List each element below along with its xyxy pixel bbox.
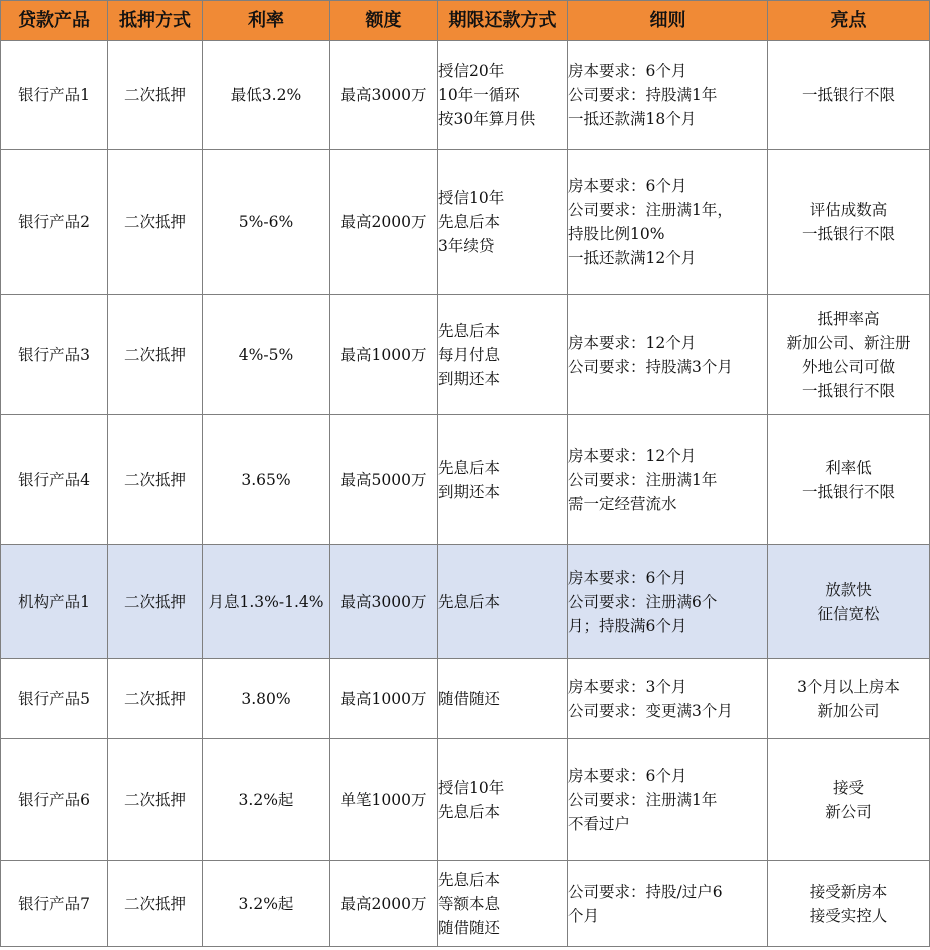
details-cell [568,415,768,545]
table-row [1,41,930,150]
table-row [1,295,930,415]
details-line: 持股比例10% [568,225,665,243]
highlight-line: 接受实控人 [809,906,888,925]
mortgage-cell: 二次抵押 [108,739,203,861]
product-cell: 银行产品4 [1,415,108,545]
details-cell [568,295,768,415]
term-line: 先息后本 [438,458,501,477]
term-line: 随借随还 [438,689,501,708]
highlight-line: 新公司 [825,802,872,821]
mortgage-cell: 二次抵押 [108,659,203,739]
product-cell: 银行产品2 [1,150,108,295]
table-row [1,861,930,947]
term-line: 到期还本 [438,369,501,388]
details-line: 房本要求：12个月 [568,446,697,465]
highlight-line: 征信宽松 [817,604,880,623]
table-row [1,150,930,295]
amount-cell: 最高1000万 [330,295,438,415]
term-line: 等额本息 [438,894,501,913]
details-line: 房本要求：6个月 [568,177,687,195]
highlights-cell [768,41,930,150]
details-cell [568,150,768,295]
details-line: 房本要求：3个月 [568,677,687,696]
product-cell: 银行产品6 [1,739,108,861]
header-product: 贷款产品 [1,1,108,41]
term-cell [438,295,568,415]
details-line: 公司要求：持股满1年 [568,86,718,104]
mortgage-cell: 二次抵押 [108,545,203,659]
mortgage-cell: 二次抵押 [108,295,203,415]
highlight-line: 外地公司可做 [801,357,895,376]
details-line: 一抵还款满12个月 [568,249,697,267]
details-line: 个月 [568,906,600,925]
term-line: 先息后本 [438,592,501,611]
amount-cell: 最高3000万 [330,41,438,150]
highlight-line: 利率低 [825,458,872,477]
header-details: 细则 [568,1,768,41]
details-line: 公司要求：注册满6个 [568,592,718,611]
term-cell [438,41,568,150]
table-row-highlighted [1,545,930,659]
term-cell [438,861,568,947]
highlight-line: 评估成数高 [809,201,888,219]
details-line: 月；持股满6个月 [568,616,687,635]
highlight-line: 一抵银行不限 [801,86,895,104]
details-line: 公司要求：注册满1年 [568,470,718,489]
highlights-cell [768,739,930,861]
highlights-cell [768,545,930,659]
details-line: 房本要求：6个月 [568,568,687,587]
highlights-cell [768,415,930,545]
details-line: 公司要求：持股满3个月 [568,357,733,376]
term-line: 授信20年 [438,62,505,80]
term-cell [438,659,568,739]
details-line: 公司要求：注册满1年 [568,790,718,809]
term-line: 3年续贷 [438,237,495,255]
header-highlights: 亮点 [768,1,930,41]
details-cell [568,659,768,739]
table-row [1,415,930,545]
details-line: 公司要求：变更满3个月 [568,701,733,720]
rate-cell: 5%-6% [203,150,330,295]
details-cell [568,861,768,947]
term-line: 授信10年 [438,189,505,207]
details-line: 不看过户 [568,814,631,833]
details-line: 房本要求：6个月 [568,766,687,785]
product-cell: 银行产品1 [1,41,108,150]
highlight-line: 一抵银行不限 [801,225,895,243]
highlight-line: 放款快 [825,580,872,599]
term-line: 先息后本 [438,321,501,340]
rate-cell: 最低3.2% [203,41,330,150]
rate-cell: 3.65% [203,415,330,545]
details-cell [568,739,768,861]
amount-cell: 最高5000万 [330,415,438,545]
highlight-line: 一抵银行不限 [801,482,895,501]
rate-cell: 月息1.3%-1.4% [203,545,330,659]
rate-cell: 3.80% [203,659,330,739]
highlights-cell [768,150,930,295]
highlights-cell [768,861,930,947]
mortgage-cell: 二次抵押 [108,41,203,150]
details-line: 房本要求：12个月 [568,333,697,352]
term-line: 到期还本 [438,482,501,501]
product-cell: 银行产品5 [1,659,108,739]
term-line: 先息后本 [438,802,501,821]
product-cell: 机构产品1 [1,545,108,659]
mortgage-cell: 二次抵押 [108,150,203,295]
header-row [1,1,930,41]
table-row [1,659,930,739]
amount-cell: 单笔1000万 [330,739,438,861]
amount-cell: 最高1000万 [330,659,438,739]
highlight-line: 新加公司 [817,701,880,720]
highlight-line: 3个月以上房本 [797,677,900,696]
highlight-line: 接受新房本 [809,882,888,901]
rate-cell: 3.2%起 [203,861,330,947]
mortgage-cell: 二次抵押 [108,415,203,545]
header-amount: 额度 [330,1,438,41]
highlights-cell [768,295,930,415]
header-term: 期限还款方式 [438,1,568,41]
amount-cell: 最高3000万 [330,545,438,659]
details-line: 房本要求：6个月 [568,62,687,80]
details-line: 公司要求：注册满1年， [568,201,733,219]
term-line: 按30年算月供 [438,110,536,128]
header-mortgage: 抵押方式 [108,1,203,41]
term-cell [438,150,568,295]
amount-cell: 最高2000万 [330,861,438,947]
product-cell: 银行产品3 [1,295,108,415]
highlight-line: 新加公司、新注册 [786,333,911,352]
mortgage-cell: 二次抵押 [108,861,203,947]
highlights-cell [768,659,930,739]
term-line: 授信10年 [438,778,505,797]
term-line: 随借随还 [438,918,501,937]
details-line: 公司要求：持股/过户6 [568,882,723,901]
term-line: 先息后本 [438,213,501,231]
header-rate: 利率 [203,1,330,41]
product-cell: 银行产品7 [1,861,108,947]
details-line: 需一定经营流水 [568,494,677,513]
term-cell [438,739,568,861]
term-line: 先息后本 [438,870,501,889]
highlight-line: 一抵银行不限 [801,381,895,400]
rate-cell: 4%-5% [203,295,330,415]
amount-cell: 最高2000万 [330,150,438,295]
term-cell [438,545,568,659]
term-cell [438,415,568,545]
highlight-line: 接受 [832,778,864,797]
term-line: 10年一循环 [438,86,520,104]
highlight-line: 抵押率高 [817,309,880,328]
details-cell [568,545,768,659]
details-cell [568,41,768,150]
details-line: 一抵还款满18个月 [568,110,697,128]
term-line: 每月付息 [438,345,501,364]
table-row [1,739,930,861]
rate-cell: 3.2%起 [203,739,330,861]
